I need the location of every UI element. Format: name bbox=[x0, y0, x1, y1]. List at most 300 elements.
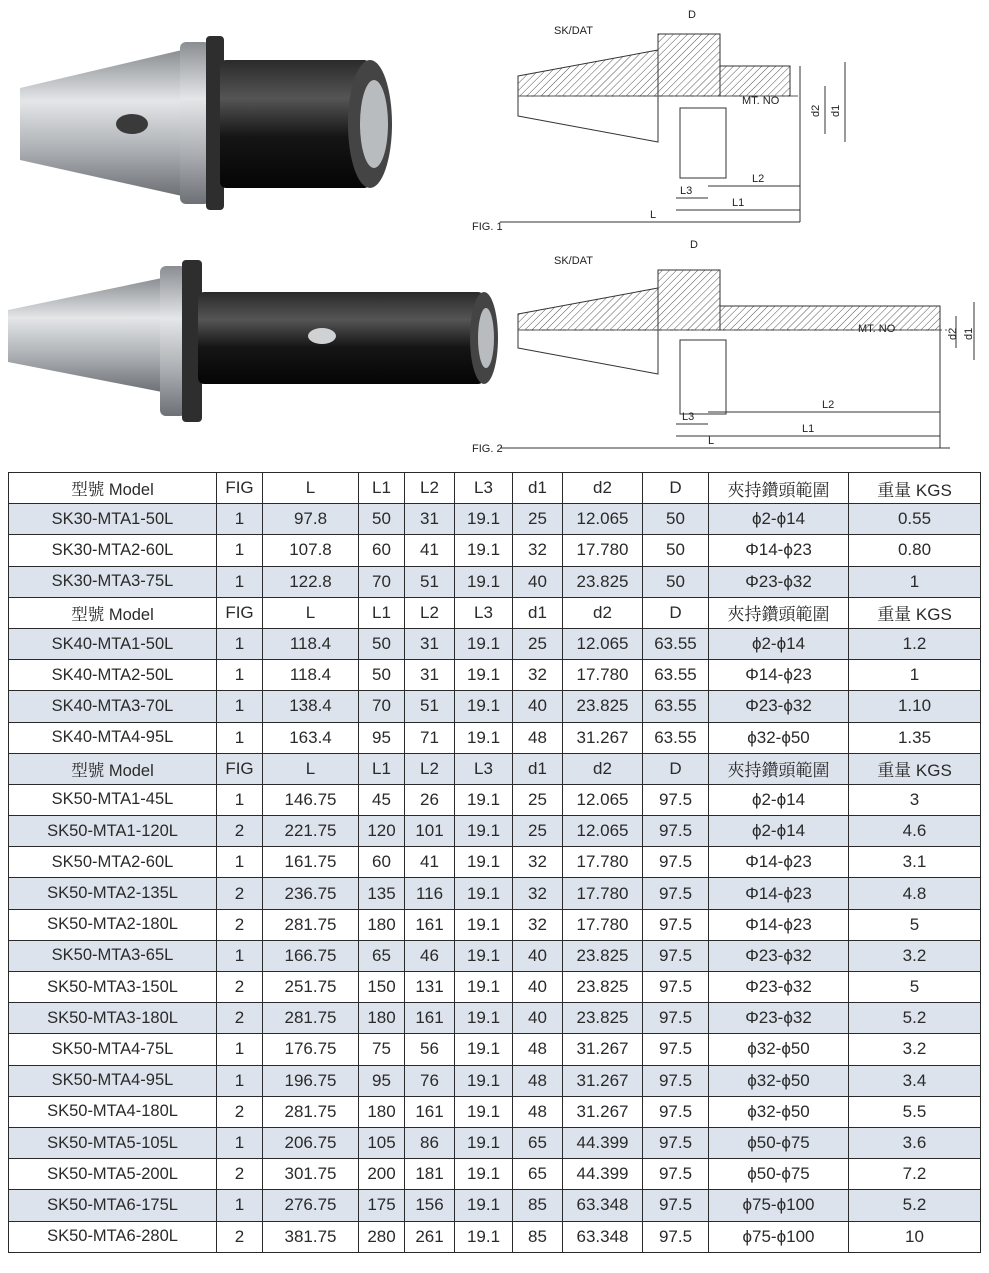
table-cell: 50 bbox=[359, 628, 405, 659]
table-cell: 17.780 bbox=[563, 909, 643, 940]
table-cell: 19.1 bbox=[455, 1096, 513, 1127]
table-cell: 281.75 bbox=[263, 1096, 359, 1127]
table-cell: 31.267 bbox=[563, 1034, 643, 1065]
label-d2: d2 bbox=[810, 104, 822, 117]
table-cell: 3.2 bbox=[849, 940, 981, 971]
table-cell: SK50-MTA4-180L bbox=[9, 1096, 217, 1127]
table-cell: 95 bbox=[359, 1065, 405, 1096]
label-l2: L2 bbox=[822, 399, 835, 411]
table-cell: 19.1 bbox=[455, 1221, 513, 1252]
table-cell: 19.1 bbox=[455, 1127, 513, 1158]
table-cell: 181 bbox=[405, 1159, 455, 1190]
table-cell: 51 bbox=[405, 691, 455, 722]
table-cell: 1 bbox=[217, 722, 263, 753]
table-cell: 44.399 bbox=[563, 1127, 643, 1158]
table-row bbox=[9, 784, 981, 815]
table-body bbox=[9, 504, 981, 1253]
table-cell: 138.4 bbox=[263, 691, 359, 722]
table-cell: ϕ2-ϕ14 bbox=[709, 784, 849, 815]
table-cell: 120 bbox=[359, 816, 405, 847]
table-cell: 1.10 bbox=[849, 691, 981, 722]
table-cell: 63.55 bbox=[643, 660, 709, 691]
table-cell: 63.348 bbox=[563, 1190, 643, 1221]
table-cell: 163.4 bbox=[263, 722, 359, 753]
header-cell: L1 bbox=[359, 473, 405, 504]
table-cell: 180 bbox=[359, 1003, 405, 1034]
table-cell: 86 bbox=[405, 1127, 455, 1158]
table-cell: 161 bbox=[405, 1096, 455, 1127]
table-row bbox=[9, 504, 981, 535]
table-cell: 122.8 bbox=[263, 566, 359, 597]
label-l1: L1 bbox=[732, 197, 745, 209]
table-cell: SK50-MTA3-180L bbox=[9, 1003, 217, 1034]
label-l: L bbox=[708, 435, 715, 447]
table-cell: 1 bbox=[217, 660, 263, 691]
table-cell: 3.2 bbox=[849, 1034, 981, 1065]
table-cell: 50 bbox=[643, 535, 709, 566]
header-cell: L bbox=[263, 473, 359, 504]
table-cell: 12.065 bbox=[563, 816, 643, 847]
table-cell: 17.780 bbox=[563, 847, 643, 878]
table-cell: SK40-MTA1-50L bbox=[9, 628, 217, 659]
table-cell: 48 bbox=[513, 722, 563, 753]
table-cell: 40 bbox=[513, 1003, 563, 1034]
table-cell: 5.5 bbox=[849, 1096, 981, 1127]
table-cell: 70 bbox=[359, 691, 405, 722]
table-cell: 97.5 bbox=[643, 972, 709, 1003]
table-cell: 51 bbox=[405, 566, 455, 597]
table-cell: 0.80 bbox=[849, 535, 981, 566]
table-cell: 63.348 bbox=[563, 1221, 643, 1252]
table-cell: 63.55 bbox=[643, 722, 709, 753]
header-cell: 夾持鑽頭範圍 bbox=[709, 753, 849, 784]
header-cell: 重量 KGS bbox=[849, 473, 981, 504]
table-cell: 1 bbox=[217, 940, 263, 971]
table-subheader-row bbox=[9, 597, 981, 628]
table-cell: 131 bbox=[405, 972, 455, 1003]
figure-caption: FIG. 1 bbox=[472, 221, 503, 233]
header-cell: FIG bbox=[217, 753, 263, 784]
technical-drawing-fig1 bbox=[470, 4, 850, 236]
table-cell: 1.35 bbox=[849, 722, 981, 753]
label-mt-no: MT. NO bbox=[742, 95, 780, 107]
label-d: D bbox=[690, 239, 698, 251]
table-cell: 17.780 bbox=[563, 878, 643, 909]
table-cell: 19.1 bbox=[455, 909, 513, 940]
table-row bbox=[9, 660, 981, 691]
table-cell: 150 bbox=[359, 972, 405, 1003]
table-cell: 60 bbox=[359, 535, 405, 566]
header-cell: L3 bbox=[455, 597, 513, 628]
table-cell: 1 bbox=[217, 628, 263, 659]
table-cell: SK50-MTA6-175L bbox=[9, 1190, 217, 1221]
table-cell: 46 bbox=[405, 940, 455, 971]
table-row bbox=[9, 909, 981, 940]
table-cell: 97.5 bbox=[643, 784, 709, 815]
table-cell: 4.6 bbox=[849, 816, 981, 847]
table-cell: 1 bbox=[849, 660, 981, 691]
table-cell: 5 bbox=[849, 972, 981, 1003]
table-cell: ϕ75-ϕ100 bbox=[709, 1221, 849, 1252]
table-cell: 48 bbox=[513, 1034, 563, 1065]
table-cell: 32 bbox=[513, 535, 563, 566]
table-row bbox=[9, 628, 981, 659]
table-cell: 97.5 bbox=[643, 1034, 709, 1065]
table-cell: 76 bbox=[405, 1065, 455, 1096]
table-cell: 1 bbox=[217, 535, 263, 566]
header-cell: 型號 Model bbox=[9, 753, 217, 784]
table-cell: SK50-MTA1-45L bbox=[9, 784, 217, 815]
table-cell: 166.75 bbox=[263, 940, 359, 971]
table-cell: 180 bbox=[359, 909, 405, 940]
table-cell: 19.1 bbox=[455, 940, 513, 971]
table-cell: SK50-MTA3-150L bbox=[9, 972, 217, 1003]
table-cell: Φ23-ϕ32 bbox=[709, 1003, 849, 1034]
table-cell: 261 bbox=[405, 1221, 455, 1252]
table-cell: 23.825 bbox=[563, 1003, 643, 1034]
table-cell: 12.065 bbox=[563, 784, 643, 815]
table-cell: ϕ75-ϕ100 bbox=[709, 1190, 849, 1221]
table-cell: 135 bbox=[359, 878, 405, 909]
table-cell: ϕ2-ϕ14 bbox=[709, 816, 849, 847]
table-cell: 118.4 bbox=[263, 628, 359, 659]
table-cell: 71 bbox=[405, 722, 455, 753]
table-cell: 116 bbox=[405, 878, 455, 909]
header-cell: L1 bbox=[359, 753, 405, 784]
table-cell: SK40-MTA4-95L bbox=[9, 722, 217, 753]
table-cell: 97.5 bbox=[643, 1159, 709, 1190]
table-cell: 2 bbox=[217, 816, 263, 847]
table-cell: 105 bbox=[359, 1127, 405, 1158]
table-cell: 40 bbox=[513, 566, 563, 597]
table-cell: 2 bbox=[217, 878, 263, 909]
table-cell: 3.4 bbox=[849, 1065, 981, 1096]
table-cell: 97.5 bbox=[643, 1190, 709, 1221]
table-cell: 40 bbox=[513, 972, 563, 1003]
table-cell: 32 bbox=[513, 878, 563, 909]
table-cell: 97.5 bbox=[643, 816, 709, 847]
table-cell: 161 bbox=[405, 909, 455, 940]
table-cell: 5.2 bbox=[849, 1003, 981, 1034]
table-cell: SK50-MTA5-200L bbox=[9, 1159, 217, 1190]
table-cell: SK30-MTA1-50L bbox=[9, 504, 217, 535]
table-cell: 23.825 bbox=[563, 691, 643, 722]
table-cell: 19.1 bbox=[455, 628, 513, 659]
table-cell: 381.75 bbox=[263, 1221, 359, 1252]
table-cell: 2 bbox=[217, 1096, 263, 1127]
table-cell: Φ23-ϕ32 bbox=[709, 940, 849, 971]
product-photo-short-holder bbox=[14, 28, 414, 218]
header-cell: 重量 KGS bbox=[849, 753, 981, 784]
table-cell: 12.065 bbox=[563, 628, 643, 659]
table-cell: 3.1 bbox=[849, 847, 981, 878]
header-cell: D bbox=[643, 473, 709, 504]
table-cell: 31.267 bbox=[563, 722, 643, 753]
table-cell: 176.75 bbox=[263, 1034, 359, 1065]
label-mt-no: MT. NO bbox=[858, 323, 896, 335]
table-cell: 45 bbox=[359, 784, 405, 815]
spec-table bbox=[8, 472, 981, 1253]
table-cell: 32 bbox=[513, 909, 563, 940]
header-cell: D bbox=[643, 753, 709, 784]
table-cell: 2 bbox=[217, 1221, 263, 1252]
table-cell: 65 bbox=[513, 1127, 563, 1158]
header-cell: 夾持鑽頭範圍 bbox=[709, 473, 849, 504]
table-cell: 5.2 bbox=[849, 1190, 981, 1221]
table-cell: 19.1 bbox=[455, 1003, 513, 1034]
header-cell: L2 bbox=[405, 597, 455, 628]
table-cell: 101 bbox=[405, 816, 455, 847]
label-l3: L3 bbox=[680, 185, 693, 197]
table-cell: 19.1 bbox=[455, 691, 513, 722]
label-sk-dat: SK/DAT bbox=[554, 255, 593, 267]
table-cell: 40 bbox=[513, 691, 563, 722]
table-cell: 97.5 bbox=[643, 1096, 709, 1127]
table-cell: 17.780 bbox=[563, 535, 643, 566]
label-l2: L2 bbox=[752, 173, 765, 185]
table-cell: 50 bbox=[359, 504, 405, 535]
table-row bbox=[9, 1003, 981, 1034]
table-cell: 48 bbox=[513, 1065, 563, 1096]
table-cell: 56 bbox=[405, 1034, 455, 1065]
header-cell: d1 bbox=[513, 753, 563, 784]
label-l: L bbox=[650, 209, 657, 221]
table-cell: 63.55 bbox=[643, 628, 709, 659]
header-cell: D bbox=[643, 597, 709, 628]
table-cell: 70 bbox=[359, 566, 405, 597]
table-cell: 23.825 bbox=[563, 566, 643, 597]
table-cell: 19.1 bbox=[455, 1034, 513, 1065]
table-cell: 19.1 bbox=[455, 566, 513, 597]
table-cell: Φ14-ϕ23 bbox=[709, 878, 849, 909]
table-cell: 206.75 bbox=[263, 1127, 359, 1158]
table-cell: 31 bbox=[405, 504, 455, 535]
table-cell: 97.5 bbox=[643, 940, 709, 971]
table-row bbox=[9, 1159, 981, 1190]
table-cell: 301.75 bbox=[263, 1159, 359, 1190]
header-cell: 型號 Model bbox=[9, 597, 217, 628]
table-row bbox=[9, 691, 981, 722]
table-cell: 50 bbox=[643, 504, 709, 535]
table-cell: 281.75 bbox=[263, 1003, 359, 1034]
table-cell: 97.5 bbox=[643, 1003, 709, 1034]
table-cell: SK50-MTA2-60L bbox=[9, 847, 217, 878]
table-cell: 97.5 bbox=[643, 1221, 709, 1252]
table-cell: SK50-MTA2-180L bbox=[9, 909, 217, 940]
table-cell: 97.5 bbox=[643, 847, 709, 878]
table-cell: 32 bbox=[513, 660, 563, 691]
header-cell: L3 bbox=[455, 753, 513, 784]
table-cell: SK50-MTA1-120L bbox=[9, 816, 217, 847]
table-cell: 175 bbox=[359, 1190, 405, 1221]
table-cell: 48 bbox=[513, 1096, 563, 1127]
table-cell: 25 bbox=[513, 784, 563, 815]
table-cell: SK30-MTA2-60L bbox=[9, 535, 217, 566]
table-cell: SK50-MTA4-75L bbox=[9, 1034, 217, 1065]
table-cell: Φ23-ϕ32 bbox=[709, 566, 849, 597]
table-cell: 50 bbox=[359, 660, 405, 691]
header-cell: FIG bbox=[217, 597, 263, 628]
table-cell: 65 bbox=[513, 1159, 563, 1190]
table-row bbox=[9, 1096, 981, 1127]
table-cell: 23.825 bbox=[563, 972, 643, 1003]
table-cell: 19.1 bbox=[455, 972, 513, 1003]
table-cell: 1 bbox=[217, 1127, 263, 1158]
table-cell: 41 bbox=[405, 847, 455, 878]
table-cell: 7.2 bbox=[849, 1159, 981, 1190]
header-cell: L2 bbox=[405, 753, 455, 784]
header-cell: FIG bbox=[217, 473, 263, 504]
table-cell: 65 bbox=[359, 940, 405, 971]
table-row bbox=[9, 722, 981, 753]
table-row bbox=[9, 535, 981, 566]
label-d2: d2 bbox=[947, 327, 959, 340]
header-cell: 型號 Model bbox=[9, 473, 217, 504]
table-row bbox=[9, 940, 981, 971]
table-cell: 97.8 bbox=[263, 504, 359, 535]
table-cell: 17.780 bbox=[563, 660, 643, 691]
header-cell: d1 bbox=[513, 473, 563, 504]
table-row bbox=[9, 878, 981, 909]
table-row bbox=[9, 1065, 981, 1096]
table-cell: SK50-MTA5-105L bbox=[9, 1127, 217, 1158]
table-cell: 25 bbox=[513, 628, 563, 659]
table-subheader-row bbox=[9, 753, 981, 784]
table-row bbox=[9, 1034, 981, 1065]
table-cell: 180 bbox=[359, 1096, 405, 1127]
table-cell: 75 bbox=[359, 1034, 405, 1065]
table-cell: 1 bbox=[217, 1065, 263, 1096]
table-cell: 25 bbox=[513, 504, 563, 535]
header-cell: 重量 KGS bbox=[849, 597, 981, 628]
table-cell: 1 bbox=[217, 1190, 263, 1221]
table-cell: Φ14-ϕ23 bbox=[709, 847, 849, 878]
table-cell: 19.1 bbox=[455, 784, 513, 815]
header-cell: L bbox=[263, 753, 359, 784]
table-cell: 63.55 bbox=[643, 691, 709, 722]
table-cell: ϕ32-ϕ50 bbox=[709, 722, 849, 753]
table-cell: 221.75 bbox=[263, 816, 359, 847]
table-cell: SK50-MTA4-95L bbox=[9, 1065, 217, 1096]
table-cell: SK40-MTA2-50L bbox=[9, 660, 217, 691]
table-cell: Φ23-ϕ32 bbox=[709, 972, 849, 1003]
table-row bbox=[9, 566, 981, 597]
label-l1: L1 bbox=[802, 423, 815, 435]
table-row bbox=[9, 816, 981, 847]
table-cell: ϕ50-ϕ75 bbox=[709, 1159, 849, 1190]
table-cell: 1 bbox=[217, 1034, 263, 1065]
table-cell: SK50-MTA6-280L bbox=[9, 1221, 217, 1252]
table-cell: 2 bbox=[217, 909, 263, 940]
table-cell: 25 bbox=[513, 816, 563, 847]
header-cell: 夾持鑽頭範圍 bbox=[709, 597, 849, 628]
table-cell: 85 bbox=[513, 1221, 563, 1252]
technical-drawing-fig2 bbox=[470, 236, 982, 462]
table-cell: 12.065 bbox=[563, 504, 643, 535]
header-cell: d1 bbox=[513, 597, 563, 628]
table-cell: Φ14-ϕ23 bbox=[709, 660, 849, 691]
label-d1: d1 bbox=[830, 104, 842, 117]
table-cell: SK30-MTA3-75L bbox=[9, 566, 217, 597]
table-cell: 0.55 bbox=[849, 504, 981, 535]
product-photo-long-holder bbox=[4, 252, 504, 432]
table-cell: 32 bbox=[513, 847, 563, 878]
label-d1: d1 bbox=[963, 327, 975, 340]
header-cell: d2 bbox=[563, 753, 643, 784]
table-cell: SK50-MTA2-135L bbox=[9, 878, 217, 909]
table-cell: Φ23-ϕ32 bbox=[709, 691, 849, 722]
header-cell: L2 bbox=[405, 473, 455, 504]
table-row bbox=[9, 1190, 981, 1221]
table-cell: 156 bbox=[405, 1190, 455, 1221]
table-cell: 1 bbox=[217, 847, 263, 878]
table-cell: 60 bbox=[359, 847, 405, 878]
table-cell: 1 bbox=[217, 504, 263, 535]
table-cell: 44.399 bbox=[563, 1159, 643, 1190]
table-cell: 10 bbox=[849, 1221, 981, 1252]
table-cell: 19.1 bbox=[455, 722, 513, 753]
table-cell: 19.1 bbox=[455, 816, 513, 847]
table-cell: 1 bbox=[217, 566, 263, 597]
table-cell: 276.75 bbox=[263, 1190, 359, 1221]
table-cell: Φ14-ϕ23 bbox=[709, 909, 849, 940]
table-cell: 23.825 bbox=[563, 940, 643, 971]
label-l3: L3 bbox=[682, 411, 695, 423]
table-cell: ϕ2-ϕ14 bbox=[709, 628, 849, 659]
table-cell: 4.8 bbox=[849, 878, 981, 909]
table-cell: 118.4 bbox=[263, 660, 359, 691]
table-cell: 19.1 bbox=[455, 847, 513, 878]
table-cell: 251.75 bbox=[263, 972, 359, 1003]
table-cell: 19.1 bbox=[455, 535, 513, 566]
table-cell: 50 bbox=[643, 566, 709, 597]
table-cell: SK40-MTA3-70L bbox=[9, 691, 217, 722]
table-cell: 161 bbox=[405, 1003, 455, 1034]
table-cell: 3 bbox=[849, 784, 981, 815]
table-cell: 2 bbox=[217, 1159, 263, 1190]
table-cell: 236.75 bbox=[263, 878, 359, 909]
table-cell: 1 bbox=[849, 566, 981, 597]
header-cell: d2 bbox=[563, 597, 643, 628]
table-cell: 31 bbox=[405, 628, 455, 659]
table-cell: 196.75 bbox=[263, 1065, 359, 1096]
table-cell: 19.1 bbox=[455, 504, 513, 535]
table-cell: 19.1 bbox=[455, 1065, 513, 1096]
table-cell: 97.5 bbox=[643, 909, 709, 940]
table-cell: 2 bbox=[217, 1003, 263, 1034]
table-cell: 26 bbox=[405, 784, 455, 815]
table-cell: Φ14-ϕ23 bbox=[709, 535, 849, 566]
table-cell: 19.1 bbox=[455, 878, 513, 909]
table-cell: 41 bbox=[405, 535, 455, 566]
table-cell: 19.1 bbox=[455, 660, 513, 691]
table-cell: 1 bbox=[217, 691, 263, 722]
table-cell: 85 bbox=[513, 1190, 563, 1221]
label-d: D bbox=[688, 9, 696, 21]
table-cell: 31 bbox=[405, 660, 455, 691]
table-cell: 5 bbox=[849, 909, 981, 940]
table-cell: SK50-MTA3-65L bbox=[9, 940, 217, 971]
table-cell: ϕ50-ϕ75 bbox=[709, 1127, 849, 1158]
table-cell: 107.8 bbox=[263, 535, 359, 566]
table-cell: 3.6 bbox=[849, 1127, 981, 1158]
table-header-row bbox=[9, 473, 981, 504]
table-row bbox=[9, 972, 981, 1003]
table-cell: 97.5 bbox=[643, 1065, 709, 1096]
table-cell: 200 bbox=[359, 1159, 405, 1190]
header-cell: L1 bbox=[359, 597, 405, 628]
table-cell: 19.1 bbox=[455, 1190, 513, 1221]
